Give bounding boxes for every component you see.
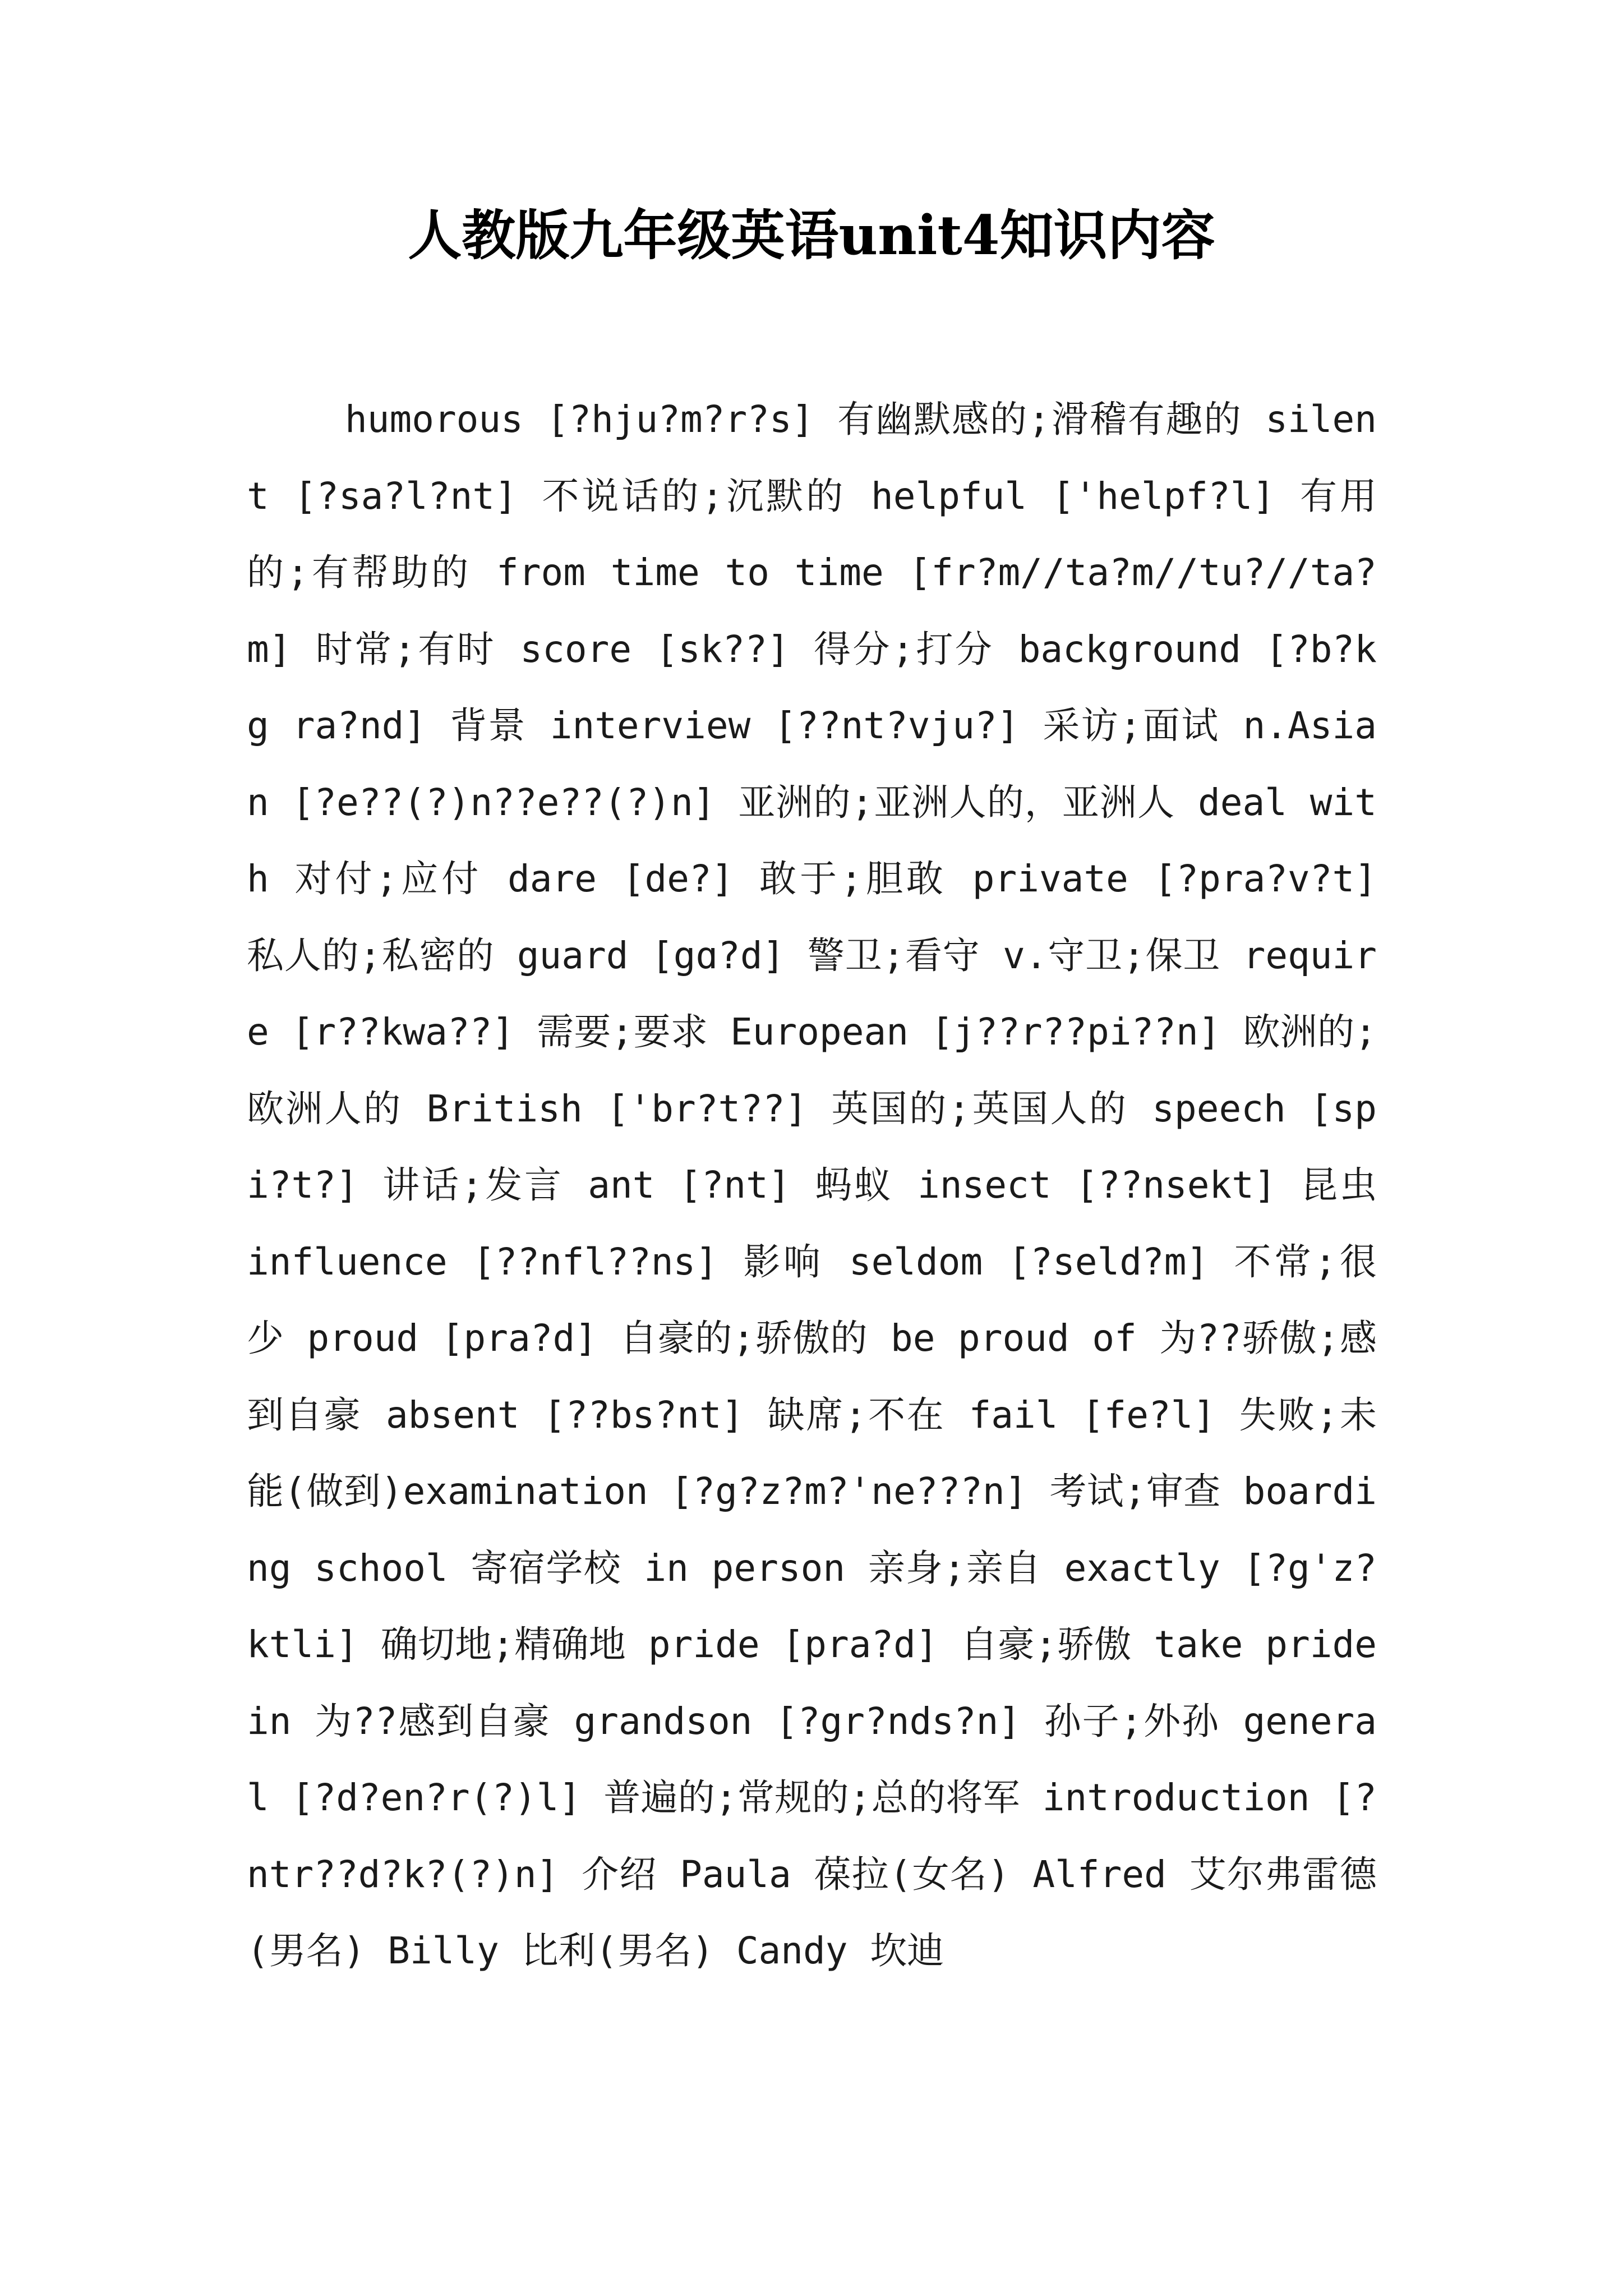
vocabulary-paragraph: humorous [?hju?m?r?s] 有幽默感的;滑稽有趣的 silent [?sa?l?nt] 不说话的;沉默的 helpful ['helpf?l] 有用的;有帮助的 from time to time [fr?m//ta?m//tu?//ta?m] 时常;有时 score [sk??] 得分;打分 background [?b?k g ra?nd] 背景 interview [??nt?vju?] 采访;面试 n.Asian [?e??(?)n??e??(?)n] 亚洲的;亚洲人的，亚洲人 deal with 对付;应付 dare [de?] 敢于;胆敢 private [?pra?v?t] 私人的;私密的 guard [gɑ?d] 警卫;看守 v.守卫;保卫 require [r??kwa??] 需要;要求 European [j??r??pi??n] 欧洲的;欧洲人的 British ['br?t??] 英国的;英国人的 speech [spi?t?] 讲话;发言 ant [?nt] 蚂蚁 insect [??nsekt] 昆虫 influence [??nfl??ns] 影响 seldom [?seld?m] 不常;很少 proud [pra?d] 自豪的;骄傲的 be proud of 为??骄傲;感到自豪 absent [??bs?nt] 缺席;不在 fail [fe?l] 失败;未能(做到)examination [?g?z?m?'ne???n] 考试;审查 boarding school 寄宿学校 in person 亲身;亲自 exactly [?g'z?ktli] 确切地;精确地 pride [pra?d] 自豪;骄傲 take pride in 为??感到自豪 grandson [?gr?nds?n] 孙子;外孙 general [?d?en?r(?)l] 普遍的;常规的;总的将军 introduction [?ntr??d?k?(?)n] 介绍 Paula 葆拉(女名) Alfred 艾尔弗雷德(男名) Billy 比利(男名) Candy 坎迪 bbox=[247, 398, 1377, 1972]
document-title: 人教版九年级英语unit4知识内容 bbox=[408, 204, 1215, 267]
